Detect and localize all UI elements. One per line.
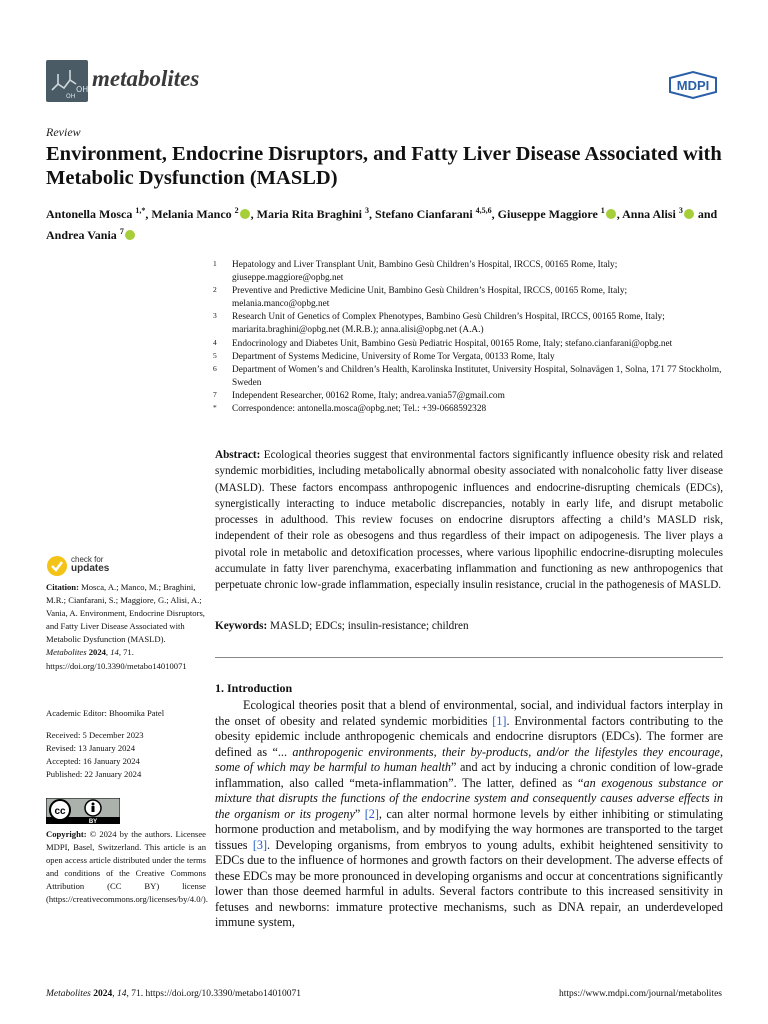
body-text: ” [354,806,365,821]
citation-pages[interactable]: , 71. https://doi.org/10.3390/metabo14010071 [46,647,187,671]
reference-link[interactable]: [3] [252,837,268,852]
orcid-icon[interactable] [606,209,616,219]
affiliation-number: 5 [213,350,217,360]
affiliation-item [213,390,725,403]
author-affiliation-marker: 3 [678,206,683,215]
reference-link[interactable]: [2] [364,806,379,821]
body-text: , can alter normal hormone levels by either inhibiting or stimulating hormone production and metabolism, and by modifying the way hormones are transported to the target tissues [215,806,723,852]
affiliation-text: Department of Systems Medicine, University of Rome Tor Vergata, 00133 Rome, Italy [232,351,555,362]
quoted-definition: an exogenous substance or mixture that disrupts the functions of the endocrine system and consequently causes adverse effects in the organism or its progeny [215,775,723,821]
publisher-name: MDPI [676,78,710,93]
author-name[interactable]: Giuseppe Maggiore [497,207,601,221]
orcid-icon[interactable] [125,230,135,240]
check-updates-line2: updates [71,563,110,574]
date-revised: Revised: 13 January 2024 [46,743,136,754]
copyright-label: Copyright: [46,829,87,839]
affiliation-text: Research Unit of Genetics of Complex Phenotypes, Bambino Gesù Children’s Hospital, IRCCS, 00165 Rome, Italy; mariarita.braghini@opbg.net (M.R.B.); anna.alisi@opbg.net (A.A.) [232,312,665,336]
affiliation-item [213,364,725,390]
affiliation-text: Department of Women’s and Children’s Health, Karolinska Institutet, University Hospital, Solnavägen 1, Solna, 171 77 Stockholm, Sweden [232,364,722,388]
citation-year: 2024 [88,647,106,658]
keywords-text: MASLD; EDCs; insulin-resistance; children [270,620,469,632]
affiliation-item [213,338,725,351]
author-affiliation-marker: 2 [234,206,239,215]
article-type: Review [46,125,81,139]
citation-text: Mosca, A.; Manco, M.; Braghini, M.R.; Cianfarani, S.; Maggiore, G.; Alisi, A.; Vania, A. Environment, Endocrine Disruptors, and Fatty Liver Disease Associated with Metabolic Dysfunction (MASLD). [46,582,205,645]
affiliation-number: 6 [213,363,217,373]
author-affiliation-marker: 1,* [135,206,146,215]
author-affiliation-marker: 4,5,6 [475,206,492,215]
dates-block [46,729,206,781]
author-name[interactable]: Stefano Cianfarani [374,207,476,221]
date-published: Published: 22 January 2024 [46,769,142,780]
affiliation-item [213,285,725,311]
affiliation-number: 7 [213,389,217,399]
affiliation-number: * [213,403,217,413]
author-name[interactable]: Antonella Mosca [46,207,136,221]
author-affiliation-marker: 1 [600,206,605,215]
article-title: Environment, Endocrine Disruptors, and Fatty Liver Disease Associated with Metabolic Dysfunction (MASLD) [46,143,722,189]
citation-journal: Metabolites [46,647,87,658]
author-list: Antonella Mosca $^{1,*}$, Melania Manco $^2$ , Maria Rita Braghini $^3$, Stefano Cianfarani $^{4,5,6}$, Giuseppe Maggiore $^1$ , Anna Alisi $^3$ and Andrea Vania $^7$ [46,206,718,242]
copyright-block [46,828,206,907]
check-updates-line1: check for [71,555,104,564]
introduction-body [215,698,723,931]
keywords [215,620,723,632]
cc-badge-label: BY [88,819,98,824]
citation-volume: 14 [110,647,119,658]
body-text: ” and act by inducing a chronic condition of low-grade inflammation, also called “meta-inflammation”. The latter, defined as “ [215,760,723,790]
abstract-label: Abstract: [215,449,261,461]
footer-citation: Metabolites 2024, 14, 71. https://doi.org/10.3390/metabo14010071 [46,989,302,999]
orcid-icon[interactable] [240,209,250,219]
affiliation-text: Hepatology and Liver Transplant Unit, Bambino Gesù Children’s Hospital, IRCCS, 00165 Rome, Italy; giuseppe.maggiore@opbg.net [232,260,618,284]
date-accepted: Accepted: 16 January 2024 [46,756,140,767]
journal-logo-icon [46,60,88,102]
abstract [215,447,723,594]
footer-year: 2024 [93,989,113,999]
footer-journal-url[interactable]: https://www.mdpi.com/journal/metabolites [559,989,722,999]
introduction-paragraph [215,698,723,931]
affiliation-item [213,259,725,285]
body-text: . Environmental factors contributing to the obesity epidemic include anthropogenic chemicals and endocrine disruptors (EDCs). The former are defined as “... [215,713,724,759]
author-name[interactable]: Melania Manco [151,207,235,221]
affiliation-text: Independent Researcher, 00162 Rome, Italy; andrea.vania57@gmail.com [232,390,505,401]
affiliation-item [213,311,725,337]
author-affiliation-marker: 7 [119,227,124,236]
author-name[interactable]: Anna Alisi [622,207,679,221]
affiliation-text: Preventive and Predictive Medicine Unit, Bambino Gesù Children’s Hospital, IRCCS, 00165 Rome, Italy; melania.manco@opbg.net [232,286,628,310]
academic-editor: Academic Editor: Bhoomika Patel [46,708,165,718]
journal-name: metabolites [92,66,200,91]
footer-journal: Metabolites [46,989,91,999]
body-text: . Developing organisms, from embryos to young adults, exhibit heightened sensitivity to EDCs due to the influence of hormones and growth factors on their development. The adverse effects of these EDCs may be more pronounced in developing organisms and occur at concentrations significantly lower than those deemed harmful in adults. Several factors contribute to this increased sensitivity in fetuses and newborns: immature protective mechanisms, such as DNA repair, an underdeveloped immune system, [215,837,723,929]
footer-doi[interactable]: , 71. https://doi.org/10.3390/metabo14010071 [126,989,302,999]
affiliation-list [213,259,725,416]
author-and: and [694,207,718,221]
svg-text:OH: OH [76,85,88,94]
author-name[interactable]: Andrea Vania [46,228,120,242]
abstract-text: Ecological theories suggest that environmental factors significantly influence obesity risk and related syndemic morbidities, including metabolically abnormal obesity associated with nonalcoholic fatty liver disease (MASLD). These factors encompass anthropogenic influences and endocrine-disrupting chemicals (EDCs), synergistically interacting to induce metabolic discrepancies, notably in early life, and disrupt metabolic processes in adulthood. This review focuses on endocrine disruptors affecting a child’s MASLD risk, independent of their role as obesogens and thus regardless of their impact on adipogenesis. The liver plays a pivotal role in metabolic and detoxification processes, where various lipophilic endocrine-disrupting molecules accumulate in fatty liver parenchyma, exacerbating inflammation and functioning as new anthropogenics that perpetuate chronic low-grade inflammation, especially insulin resistance, crucial in the pathogenesis of MASLD. [215,449,724,592]
affiliation-number: 1 [213,259,217,268]
author-affiliation-marker: 3 [364,206,369,215]
quoted-definition: anthropogenic environments, their by-products, and/or the lifestyles they encourage, some of which may be harmful to human health [215,744,724,774]
check-for-updates-badge[interactable] [46,553,166,579]
affiliation-text: Endocrinology and Diabetes Unit, Bambino Gesù Pediatric Hospital, 00165 Rome, Italy; stefano.cianfarani@opbg.net [232,338,673,349]
mdpi-logo-icon [666,70,720,100]
author-name[interactable]: Maria Rita Braghini [256,207,365,221]
copyright-text: © 2024 by the authors. Licensee MDPI, Basel, Switzerland. This article is an open access article distributed under the terms and conditions of the Creative Commons Attribution (CC BY) license (https://creativecommons.org/licenses/by/4.0/). [46,829,208,905]
affiliation-number: 2 [213,285,217,295]
svg-text:cc: cc [54,806,66,817]
citation-label: Citation: [46,582,79,592]
orcid-icon[interactable] [684,209,694,219]
affiliation-item [213,351,725,364]
affiliation-number: 3 [213,311,217,321]
section-divider [215,657,723,658]
svg-text:OH: OH [66,93,76,100]
section-heading-introduction: 1. Introduction [215,681,293,695]
footer-volume: 14 [116,989,127,999]
affiliation-number: 4 [213,337,217,347]
affiliation-item [213,403,725,416]
check-updates-icon [46,555,68,577]
date-received: Received: 5 December 2023 [46,730,144,740]
cc-by-license-icon[interactable] [46,798,120,824]
citation-block: Citation: Mosca, A.; Manco, M.; Braghini, M.R.; Cianfarani, S.; Maggiore, G.; Alisi, A.; Vania, A. Environment, Endocrine Disruptors, and Fatty Liver Disease Associated with Metabolic Dysfunction (MASLD). Metabolites 2024, 14, 71. https://doi.org/10.3390/metabo14010071 [46,582,205,671]
reference-link[interactable]: [1] [492,713,507,728]
body-text: Ecological theories posit that a blend of environmental, social, and individual factors interplay in the onset of obesity and related syndemic morbidities [215,698,723,728]
affiliation-text: Correspondence: antonella.mosca@opbg.net; Tel.: +39-0668592328 [232,404,487,415]
keywords-label: Keywords: [215,620,268,632]
